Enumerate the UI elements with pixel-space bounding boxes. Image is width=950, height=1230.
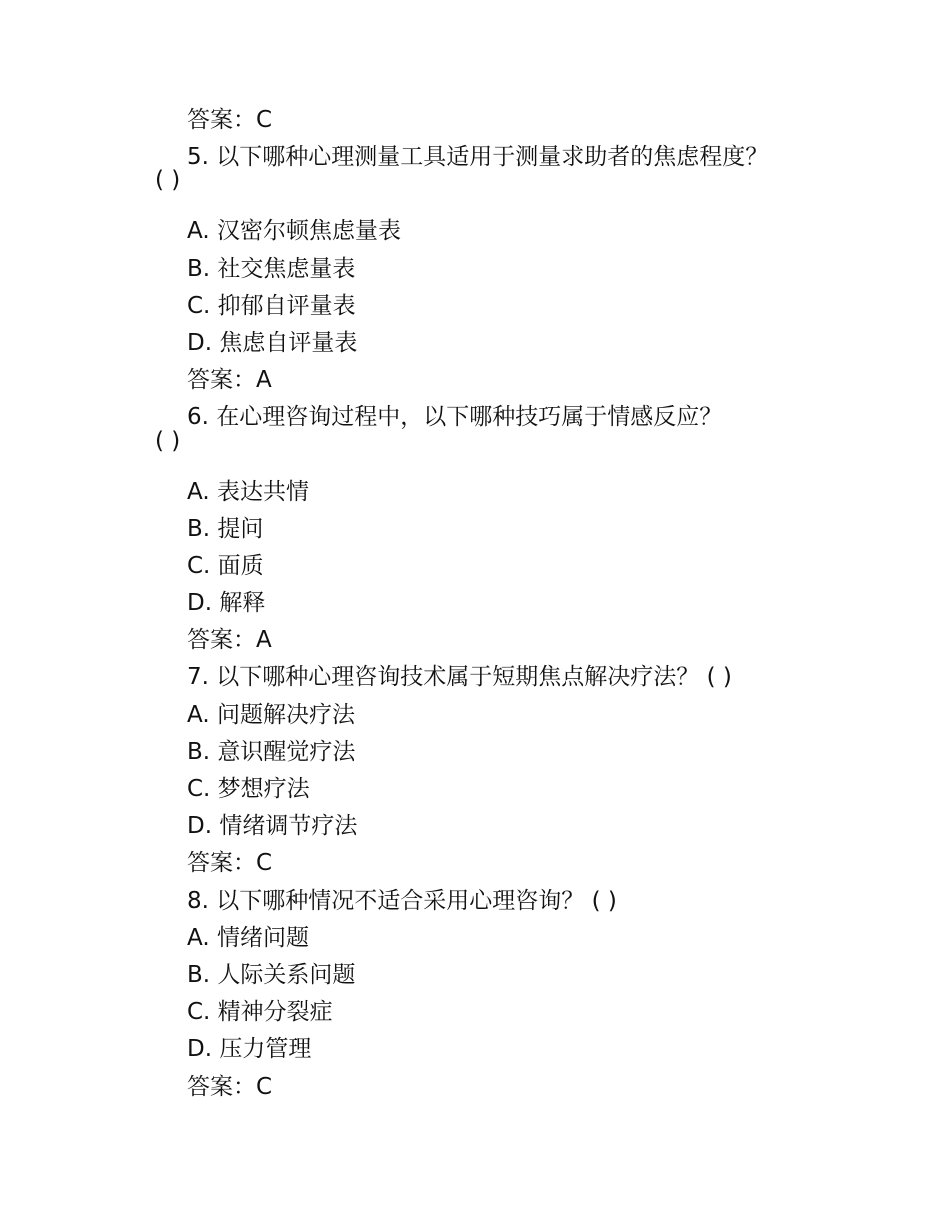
answer-line: 答案：A (187, 367, 272, 394)
option-a: A. 问题解决疗法 (187, 701, 355, 728)
question-7: 7. 以下哪种心理咨询技术属于短期焦点解决疗法？ ( ) (187, 664, 732, 691)
option-c: C. 精神分裂症 (187, 999, 333, 1026)
question-stem: 5. 以下哪种心理测量工具适用于测量求助者的焦虑程度？ (187, 144, 769, 171)
option-b: B. 意识醒觉疗法 (187, 738, 356, 765)
question-5 (155, 139, 827, 194)
option-d: D. 焦虑自评量表 (187, 329, 358, 356)
option-d: D. 压力管理 (187, 1036, 312, 1063)
option-d: D. 解释 (187, 590, 266, 617)
answer-line: 答案：C (187, 850, 273, 877)
option-b: B. 社交焦虑量表 (187, 255, 356, 282)
option-b: B. 人际关系问题 (187, 961, 356, 988)
option-d: D. 情绪调节疗法 (187, 813, 358, 840)
question-blank: ( ) (155, 427, 181, 454)
question-list (155, 102, 827, 1106)
option-a: A. 情绪问题 (187, 924, 309, 951)
option-a: A. 表达共情 (187, 478, 309, 505)
option-c: C. 面质 (187, 552, 264, 579)
answer-line: 答案：A (187, 627, 272, 654)
option-a: A. 汉密尔顿焦虑量表 (187, 218, 401, 245)
answer-line: 答案：C (187, 1073, 273, 1100)
question-6 (155, 399, 827, 454)
question-blank: ( ) (155, 167, 181, 194)
question-8: 8. 以下哪种情况不适合采用心理咨询？ ( ) (187, 887, 617, 914)
answer-line: 答案：C (187, 107, 273, 133)
option-c: C. 梦想疗法 (187, 776, 310, 802)
option-b: B. 提问 (187, 515, 264, 542)
option-c: C. 抑郁自评量表 (187, 292, 356, 319)
question-stem: 6. 在心理咨询过程中，以下哪种技巧属于情感反应？ (187, 404, 723, 431)
